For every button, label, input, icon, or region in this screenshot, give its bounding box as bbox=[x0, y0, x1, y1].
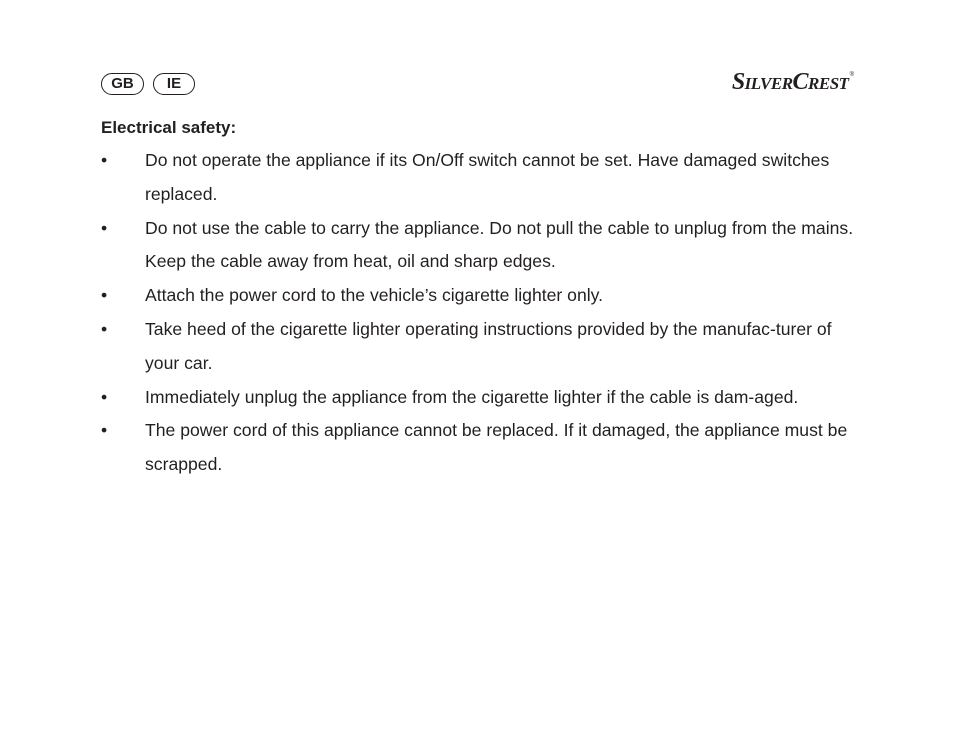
language-badge-gb: GB bbox=[101, 73, 144, 95]
list-item bbox=[101, 144, 861, 212]
brand-logo-text: SilverCrest bbox=[731, 69, 849, 95]
bullet-point: • bbox=[101, 420, 108, 441]
registered-mark: ® bbox=[849, 72, 854, 78]
list-item bbox=[101, 212, 861, 280]
list-item-text: Attach the power cord to the vehicle’s cigarette lighter only. bbox=[145, 285, 604, 306]
list-item-text: Do not operate the appliance if its On/Off switch cannot be set. Have damaged switches replaced. bbox=[145, 150, 830, 204]
bullet-point: • bbox=[101, 386, 108, 407]
list-item-text: The power cord of this appliance cannot be replaced. If it damaged, the appliance must be scrapped. bbox=[145, 420, 848, 475]
list-item bbox=[101, 414, 861, 482]
bullet-point: • bbox=[101, 285, 108, 306]
language-badges bbox=[101, 73, 195, 95]
list-item bbox=[101, 313, 861, 381]
bullet-point: • bbox=[101, 150, 108, 170]
section-title: Electrical safety: bbox=[101, 118, 237, 137]
brand-logo bbox=[732, 68, 854, 96]
bullet-point: • bbox=[101, 318, 108, 339]
list-item-text: Do not use the cable to carry the appliance. Do not pull the cable to unplug from the mains. Keep the cable away from heat, oil and sharp edges. bbox=[145, 217, 854, 272]
bullet-point: • bbox=[101, 217, 108, 238]
safety-list bbox=[101, 144, 861, 482]
list-item-text: Immediately unplug the appliance from the cigarette lighter if the cable is dam-aged. bbox=[145, 386, 799, 407]
list-item bbox=[101, 381, 861, 415]
page-header bbox=[101, 69, 854, 98]
language-badge-ie: IE bbox=[153, 73, 195, 95]
list-item-text: Take heed of the cigarette lighter operating instructions provided by the manufac-turer of your car. bbox=[145, 318, 832, 373]
list-item bbox=[101, 279, 861, 313]
